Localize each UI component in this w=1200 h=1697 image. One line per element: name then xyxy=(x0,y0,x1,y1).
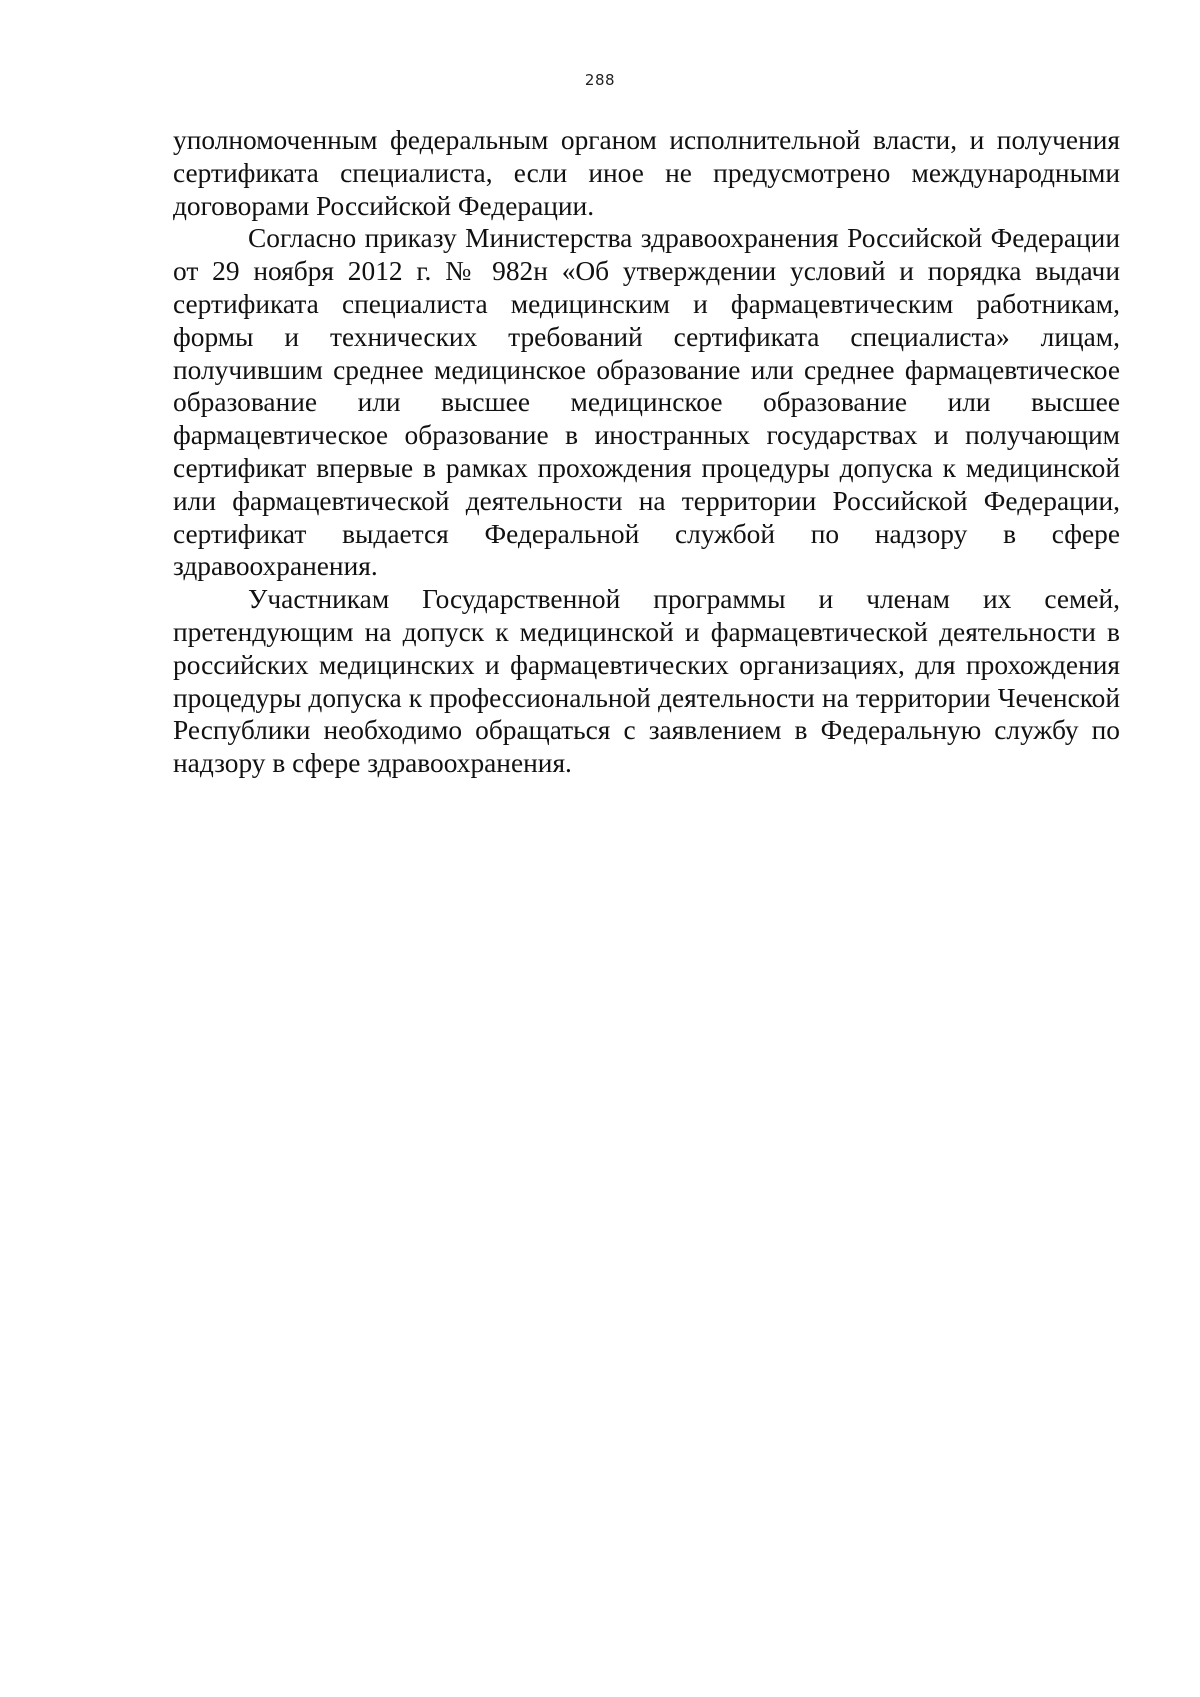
paragraph-continuation: уполномоченным федеральным органом исполнительной власти, и получения сертификата специалиста, если иное не предусмотрено международными договорами Российской Федерации. xyxy=(173,125,1120,221)
page-number: 288 xyxy=(584,71,616,89)
paragraph-order-982n: Согласно приказу Министерства здравоохранения Российской Федерации от 29 ноября 2012 г. № 982н «Об утверждении условий и порядка выдачи сертификата специалиста медицинским и фармацевтическим работникам, формы и технических требований сертификата специалиста» лицам, получившим среднее медицинское образование или среднее фармацевтическое образование или высшее медицинское образование или высшее фармацевтическое образование в иностранных государствах и получающим сертификат впервые в рамках прохождения процедуры допуска к медицинской или фармацевтической деятельности на территории Российской Федерации, сертификат выдается Федеральной службой по надзору в сфере здравоохранения. xyxy=(173,223,1120,582)
document-body xyxy=(173,124,1120,780)
paragraph-program-participants: Участникам Государственной программы и членам их семей, претендующим на допуск к медицинской и фармацевтической деятельности в российских медицинских и фармацевтических организациях, для прохождения процедуры допуска к профессиональной деятельности на территории Чеченской Республики необходимо обращаться с заявлением в Федеральную службу по надзору в сфере здравоохранения. xyxy=(173,584,1120,779)
